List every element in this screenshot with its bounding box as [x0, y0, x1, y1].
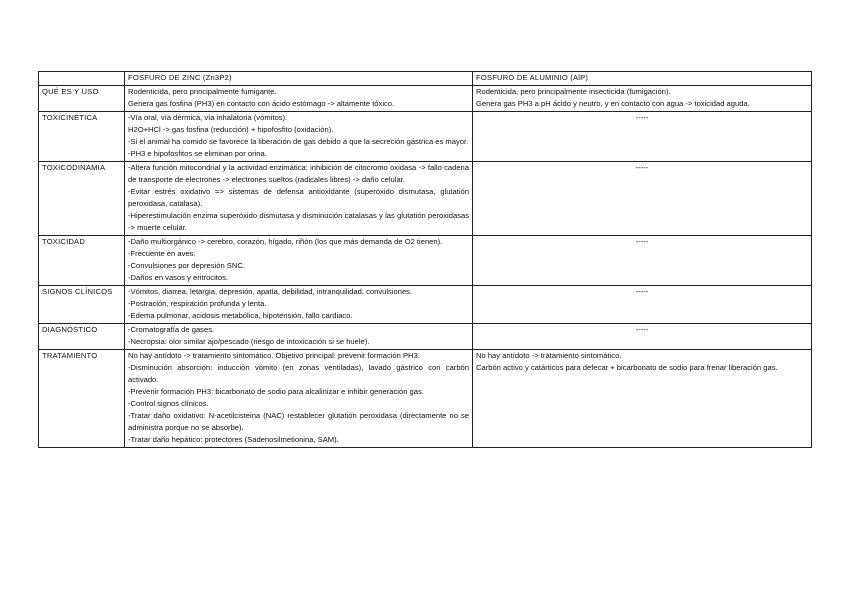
header-row	[39, 72, 812, 86]
row-label: QUÉ ES Y USO	[39, 86, 125, 112]
cell-line: Carbón activo y catárticos para defecar + bicarbonato de sodio para frenar liberación gas.	[476, 363, 778, 372]
table-row	[39, 162, 812, 236]
zinc-cell	[125, 86, 473, 112]
cell-line: -Si el animal ha comido se favorece la liberación de gas debido a que la secreción gástrica es mayor.	[128, 137, 469, 146]
comparison-table	[38, 71, 812, 448]
empty-dash: -----	[635, 237, 649, 246]
cell-line: -Convulsiones por depresión SNC.	[128, 261, 245, 270]
cell-line: -Disminución absorción: inducción vómito (en zonas ventiladas), lavado gástrico con carbón activado.	[128, 363, 469, 384]
aluminio-cell	[473, 350, 812, 448]
table-row	[39, 350, 812, 448]
cell-line: No hay antídoto -> tratamiento sintomático.	[476, 351, 622, 360]
table-row	[39, 324, 812, 350]
zinc-cell	[125, 112, 473, 162]
empty-dash: -----	[635, 287, 649, 296]
zinc-cell	[125, 236, 473, 286]
cell-line: -Edema pulmonar, acidosis metabólica, hipotensión, fallo cardiaco.	[128, 311, 353, 320]
cell-line: No hay antídoto -> tratamiento sintomático. Objetivo principal: prevenir formación PH3.	[128, 351, 420, 360]
cell-line: -Vómitos, diarrea, letargia, depresión, apatía, debilidad, intranquilidad, convulsiones.	[128, 287, 413, 296]
empty-dash: -----	[635, 113, 649, 122]
aluminio-cell	[473, 324, 812, 350]
cell-line: -PH3 e hipofosfitos se eliminan por orina.	[128, 149, 267, 158]
cell-line: -Postración, respiración profunda y lenta.	[128, 299, 267, 308]
cell-line: -Hiperestimulación enzima superóxido dismutasa y disminución catalasas y las glutatión peroxidasas -> muerte celular.	[128, 211, 469, 232]
cell-line: Rodenticida, pero principalmente insecticida (fumigación).	[476, 87, 671, 96]
aluminio-cell	[473, 286, 812, 324]
cell-line: -Evitar estrés oxidativo => sistemas de defensa antioxidante (superóxido dismutasa, glutatión peroxidasa, catalasa).	[128, 187, 469, 208]
cell-line: H2O+HCl -> gas fosfina (reducción) + hipofosfito (oxidación).	[128, 125, 334, 134]
table-row	[39, 236, 812, 286]
aluminio-cell	[473, 162, 812, 236]
cell-line: -Tratar daño hepático: protectores (Sadenosilmetionina, SAM).	[128, 435, 339, 444]
zinc-cell	[125, 324, 473, 350]
cell-line: -Frecuente en aves.	[128, 249, 196, 258]
row-label: TOXICINÉTICA	[39, 112, 125, 162]
zinc-cell	[125, 162, 473, 236]
cell-line: Rodenticida, pero principalmente fumigante.	[128, 87, 277, 96]
empty-dash: -----	[635, 325, 649, 334]
cell-line: -Daños en vasos y eritrocitos.	[128, 273, 229, 282]
row-label: SIGNOS CLÍNICOS	[39, 286, 125, 324]
empty-dash: -----	[635, 163, 649, 172]
zinc-cell	[125, 350, 473, 448]
row-label: TRATAMIENTO	[39, 350, 125, 448]
aluminio-cell	[473, 236, 812, 286]
aluminio-cell	[473, 86, 812, 112]
aluminio-cell	[473, 112, 812, 162]
cell-line: -Necropsia: olor similar ajo/pescado (riesgo de intoxicación si se huele).	[128, 337, 370, 346]
row-label: TOXICODINAMIA	[39, 162, 125, 236]
cell-line: -Control signos clínicos.	[128, 399, 209, 408]
header-empty-cell	[39, 72, 125, 86]
header-aluminio: FOSFURO DE ALUMINIO (AlP)	[473, 72, 812, 86]
cell-line: -Daño multiorgánico -> cerebro, corazón, hígado, riñón (los que más demanda de O2 tienen).	[128, 237, 443, 246]
cell-line: -Tratar daño oxidativo: N-acetilcisteina (NAC) restablecer glutatión peroxidasa (directamente no se administra porque no se absorbe).	[128, 411, 469, 432]
table-body	[39, 86, 812, 448]
cell-line: -Cromatografía de gases.	[128, 325, 215, 334]
cell-line: -Altera función mitocondrial y la actividad enzimática: inhibición de citocromo oxidasa -> fallo cadena de transporte de electrones -> electrones sueltos (radicales libres) -> daño celular.	[128, 163, 469, 184]
row-label: TOXICIDAD	[39, 236, 125, 286]
table-row	[39, 86, 812, 112]
table-row	[39, 286, 812, 324]
cell-line: Genera gas PH3 a pH ácido y neutro, y en contacto con agua -> toxicidad aguda.	[476, 99, 750, 108]
header-zinc: FOSFURO DE ZINC (Zn3P2)	[125, 72, 473, 86]
row-label: DIAGNÓSTICO	[39, 324, 125, 350]
zinc-cell	[125, 286, 473, 324]
cell-line: -Prevenir formación PH3: bicarbonato de sodio para alcalinizar e inhibir generación gas.	[128, 387, 424, 396]
cell-line: -Vía oral, vía dérmica, vía inhalatoria (vómitos).	[128, 113, 288, 122]
table-row	[39, 112, 812, 162]
cell-line: Genera gas fosfina (PH3) en contacto con ácido estómago -> altamente tóxico.	[128, 99, 395, 108]
